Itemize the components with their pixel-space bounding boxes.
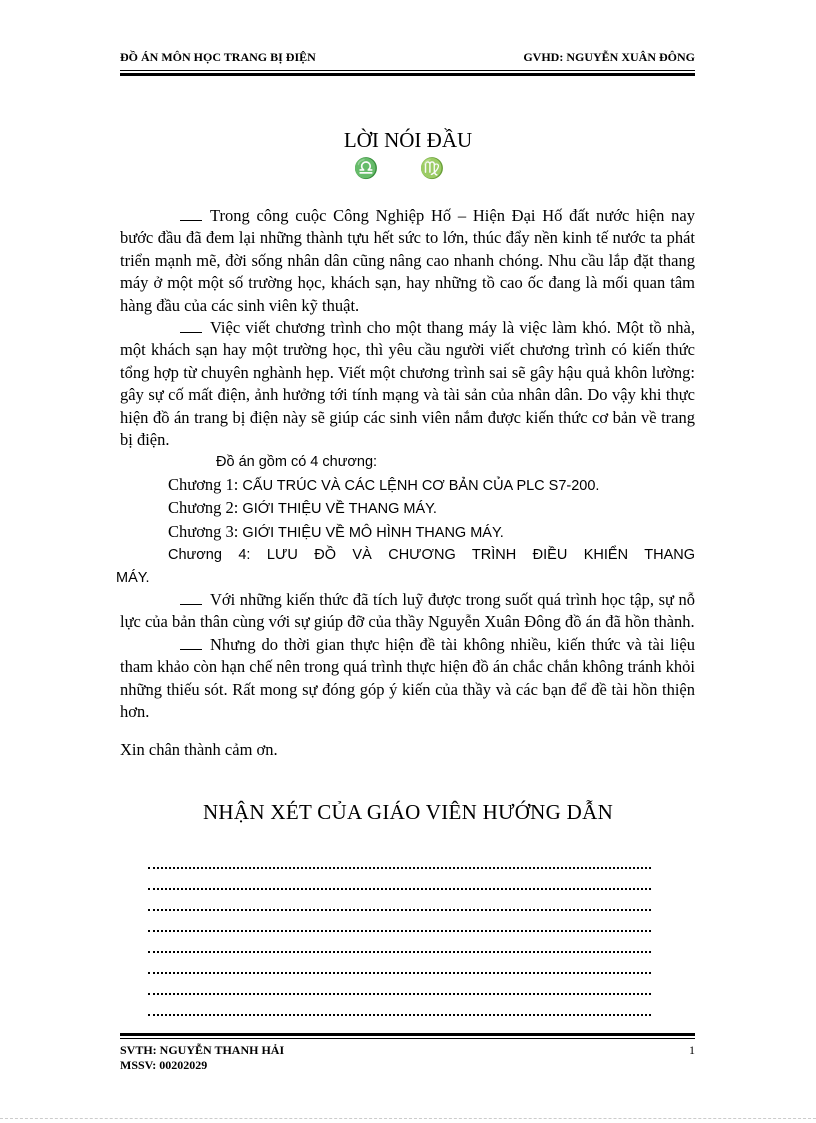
underline-mark-icon — [180, 206, 202, 221]
preface-body — [116, 205, 695, 762]
dotted-line — [148, 894, 651, 915]
paragraph-2: Việc viết chương trình cho một thang máy là việc làm khó. Một tồ nhà, một khách sạn hay một trường học, thì yêu cầu người viết chương trình có kiến thức tổng hợp từ chuyên nghành hẹp. Viết một chương trình sai sẽ gây hậu quả khôn lường: gây sự cố mất điện, ảnh hưởng tới tính mạng và tài sản của nhân dân. Do vậy khi thực hiện đồ án trang bị điện này sẽ giúp các sinh viên nắm được kiến thức cơ bản về trang bị điện. — [120, 318, 695, 450]
underline-mark-icon — [180, 590, 202, 605]
dotted-line — [148, 936, 651, 957]
review-dotted-lines — [148, 852, 651, 1020]
underline-mark-icon — [180, 635, 202, 650]
chapter-item: Chương 1: CẤU TRÚC VÀ CÁC LỆNH CƠ BẢN CỦA PLC S7-200. — [168, 474, 600, 494]
page-header — [120, 50, 695, 68]
header-rule-thick — [120, 73, 695, 76]
footer-student-name: SVTH: NGUYỄN THANH HẢI — [120, 1043, 285, 1057]
dotted-line — [148, 999, 651, 1020]
chapter-item: Chương 3: GIỚI THIỆU VỀ MÔ HÌNH THANG MÁY. — [168, 521, 504, 541]
footer-rule-thin — [120, 1038, 695, 1039]
paragraph-4: Nhưng do thời gian thực hiện đề tài không nhiều, kiến thức và tài liệu tham khảo còn hạn chế nên trong quá trình thực hiện đồ án chắc chắn không tránh khỏi những thiếu sót. Rất mong sự đóng góp ý kiến của thầy và các bạn để đề tài hồn thiện hơn. — [120, 634, 695, 721]
chapters-intro: Đồ án gồm có 4 chương: — [216, 454, 378, 471]
page-bottom-edge — [0, 1118, 816, 1119]
chapter-4-continuation: MÁY. — [116, 569, 150, 586]
paragraph-3: Với những kiến thức đã tích luỹ được trong suốt quá trình học tập, sự nỗ lực của bản thân cùng với sự giúp đỡ của thầy Nguyễn Xuân Đông đồ án đã hồn thành. — [120, 589, 695, 632]
footer-student-id: MSSV: 00202029 — [120, 1058, 208, 1072]
zodiac-symbols-icon: ♎ ♍ — [353, 158, 463, 180]
underline-mark-icon — [180, 318, 202, 333]
closing-thanks: Xin chân thành cảm ơn. — [120, 740, 278, 760]
dotted-line — [148, 915, 651, 936]
footer-rule-thick — [120, 1033, 695, 1036]
header-advisor: GVHD: NGUYỄN XUÂN ĐÔNG — [523, 50, 695, 64]
page-title: LỜI NÓI ĐẦU — [343, 128, 473, 152]
chapter-item: Chương 2: GIỚI THIỆU VỀ THANG MÁY. — [168, 498, 437, 518]
review-section-title: NHẬN XÉT CỦA GIÁO VIÊN HƯỚNG DẪN — [202, 800, 614, 824]
page-footer — [120, 1043, 695, 1073]
header-rule-thin — [120, 70, 695, 71]
chapter-item: Chương 4: LƯU ĐỒ VÀ CHƯƠNG TRÌNH ĐIỀU KHIỂN THANG — [168, 547, 695, 564]
dotted-line — [148, 978, 651, 999]
header-course-title: ĐỒ ÁN MÔN HỌC TRANG BỊ ĐIỆN — [120, 50, 316, 64]
page-number: 1 — [689, 1043, 695, 1057]
dotted-line — [148, 852, 651, 873]
dotted-line — [148, 873, 651, 894]
dotted-line — [148, 957, 651, 978]
paragraph-1: Trong công cuộc Công Nghiệp Hố – Hiện Đại Hố đất nước hiện nay bước đầu đã đem lại những thành tựu hết sức to lớn, thúc đẩy nền kinh tế nước ta phát triển mạnh mẽ, đời sống nhân dân cũng nâng cao nhanh chóng. Nhu cầu lắp đặt thang máy ở một một số trường học, khách sạn, hay những tồ cao ốc đang là mối quan tâm hàng đầu của các sinh viên kỹ thuật. — [120, 206, 695, 315]
